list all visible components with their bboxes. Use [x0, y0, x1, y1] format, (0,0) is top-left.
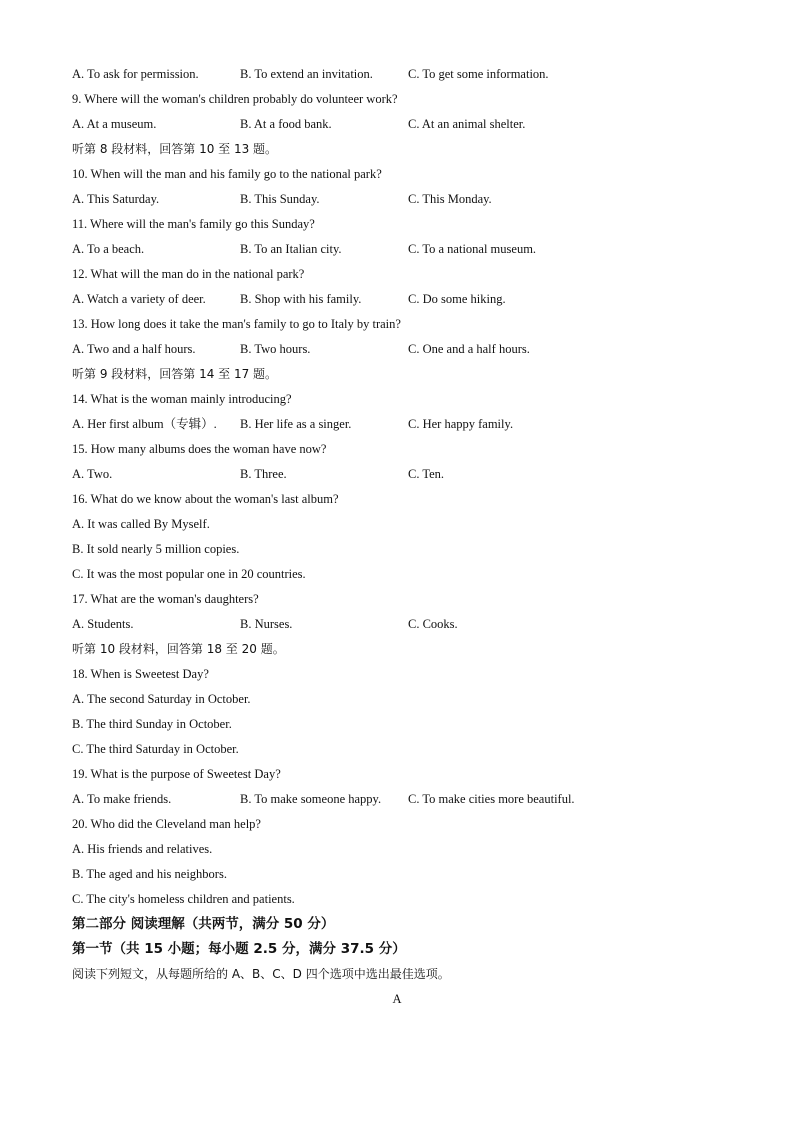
answer-option: A. Watch a variety of deer. — [72, 292, 206, 306]
answer-option: C. At an animal shelter. — [408, 117, 526, 131]
question-text: 13. How long does it take the man's family to go to Italy by train? — [72, 317, 401, 331]
answer-option: A. To make friends. — [72, 792, 172, 806]
answer-option: C. It was the most popular one in 20 countries. — [72, 567, 306, 581]
answer-option: B. Two hours. — [240, 342, 311, 356]
instruction-text: 阅读下列短文，从每题所给的 A、B、C、D 四个选项中选出最佳选项。 — [72, 967, 450, 981]
answer-option: C. Her happy family. — [408, 417, 514, 431]
answer-option: A. To ask for permission. — [72, 67, 199, 81]
answer-option: C. The city's homeless children and patients. — [72, 892, 295, 906]
answer-option: A. Two. — [72, 467, 113, 481]
answer-option: B. To an Italian city. — [240, 242, 342, 256]
answer-option: C. One and a half hours. — [408, 342, 530, 356]
answer-option: A. His friends and relatives. — [72, 842, 213, 856]
answer-option: C. To get some information. — [408, 67, 549, 81]
answer-option: A. Her first album（专辑）. — [72, 417, 217, 431]
passage-label: A — [392, 992, 402, 1006]
question-text: 14. What is the woman mainly introducing? — [72, 392, 292, 406]
answer-option: C. The third Saturday in October. — [72, 742, 239, 756]
answer-option: A. The second Saturday in October. — [72, 692, 251, 706]
question-text: 12. What will the man do in the national park? — [72, 267, 305, 281]
answer-option: B. It sold nearly 5 million copies. — [72, 542, 240, 556]
question-text: 9. Where will the woman's children probably do volunteer work? — [72, 92, 398, 106]
answer-option: B. Her life as a singer. — [240, 417, 352, 431]
answer-option: A. Students. — [72, 617, 134, 631]
answer-option: A. This Saturday. — [72, 192, 160, 206]
question-text: 16. What do we know about the woman's last album? — [72, 492, 339, 506]
answer-option: A. It was called By Myself. — [72, 517, 210, 531]
answer-option: C. To make cities more beautiful. — [408, 792, 575, 806]
answer-option: B. To extend an invitation. — [240, 67, 373, 81]
instruction-text: 听第 9 段材料，回答第 14 至 17 题。 — [72, 367, 278, 381]
answer-option: A. To a beach. — [72, 242, 145, 256]
question-text: 19. What is the purpose of Sweetest Day? — [72, 767, 281, 781]
answer-option: B. The third Sunday in October. — [72, 717, 232, 731]
question-text: 15. How many albums does the woman have now? — [72, 442, 327, 456]
section-heading: 第二部分 阅读理解（共两节，满分 50 分） — [72, 916, 335, 932]
answer-option: B. To make someone happy. — [240, 792, 382, 806]
instruction-text: 听第 8 段材料，回答第 10 至 13 题。 — [72, 142, 278, 156]
question-text: 10. When will the man and his family go to the national park? — [72, 167, 382, 181]
question-text: 17. What are the woman's daughters? — [72, 592, 259, 606]
answer-option: C. This Monday. — [408, 192, 492, 206]
answer-option: C. To a national museum. — [408, 242, 537, 256]
answer-option: C. Ten. — [408, 467, 445, 481]
answer-option: B. Shop with his family. — [240, 292, 362, 306]
answer-option: B. This Sunday. — [240, 192, 320, 206]
answer-option: C. Do some hiking. — [408, 292, 506, 306]
answer-option: C. Cooks. — [408, 617, 458, 631]
answer-option: B. Nurses. — [240, 617, 293, 631]
question-text: 11. Where will the man's family go this Sunday? — [72, 217, 315, 231]
question-text: 20. Who did the Cleveland man help? — [72, 817, 261, 831]
answer-option: A. Two and a half hours. — [72, 342, 196, 356]
section-heading: 第一节（共 15 小题；每小题 2.5 分，满分 37.5 分） — [72, 941, 406, 957]
answer-option: B. Three. — [240, 467, 287, 481]
instruction-text: 听第 10 段材料，回答第 18 至 20 题。 — [72, 642, 285, 656]
answer-option: B. At a food bank. — [240, 117, 332, 131]
answer-option: A. At a museum. — [72, 117, 157, 131]
answer-option: B. The aged and his neighbors. — [72, 867, 227, 881]
question-text: 18. When is Sweetest Day? — [72, 667, 209, 681]
